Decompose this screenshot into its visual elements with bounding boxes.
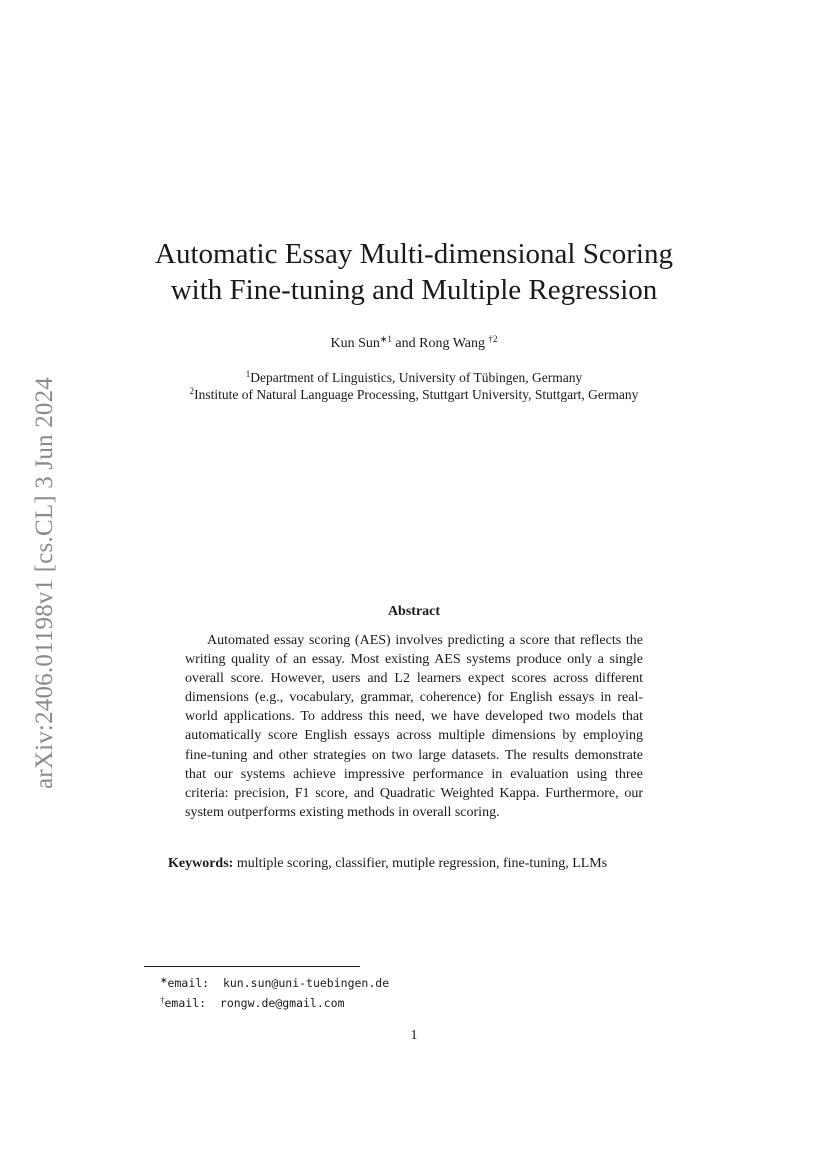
footnote-2-label: email: — [164, 996, 207, 1010]
abstract-heading: Abstract — [387, 604, 441, 619]
footnote-rule — [144, 966, 360, 967]
footnote-1 — [160, 972, 389, 992]
affiliation-1 — [0, 369, 828, 386]
paper-title — [0, 236, 828, 308]
footnote-1-mark: ∗ — [160, 975, 168, 985]
affiliation-2-mark: 2 — [189, 386, 195, 396]
author-2-marks: †2 — [488, 334, 498, 344]
footnote-1-email: kun.sun@uni-tuebingen.de — [222, 976, 390, 990]
keywords — [168, 856, 728, 872]
arxiv-stamp: arXiv:2406.01198v1 [cs.CL] 3 Jun 2024 — [31, 377, 58, 789]
author-conjunction: and — [391, 336, 420, 351]
affiliation-1-text: Department of Linguistics, University of Tübingen, Germany — [250, 370, 583, 385]
keywords-label: Keywords: — [168, 856, 234, 871]
footnote-2 — [160, 992, 389, 1012]
footnote-2-email: rongw.de@gmail.com — [219, 996, 345, 1010]
affiliation-2 — [0, 386, 828, 403]
page-number: 1 — [410, 1028, 418, 1043]
author-list — [0, 336, 828, 352]
affiliation-2-text: Institute of Natural Language Processing, Stuttgart University, Stuttgart, Germany — [194, 387, 639, 402]
footnote-1-label: email: — [167, 976, 210, 990]
footnotes — [160, 972, 389, 1012]
footnote-2-mark: † — [160, 995, 165, 1005]
author-1-name: Kun Sun — [330, 336, 380, 351]
author-2-name: Rong Wang — [419, 336, 489, 351]
keywords-text: multiple scoring, classifier, mutiple regression, fine-tuning, LLMs — [233, 856, 608, 871]
title-line-1: Automatic Essay Multi-dimensional Scoring — [155, 238, 673, 270]
affiliation-1-mark: 1 — [245, 369, 251, 379]
affiliations — [0, 369, 828, 403]
abstract-body: Automated essay scoring (AES) involves predicting a score that reflects the writing quality of an essay. Most existing AES systems produce only a single overall score. However, users and L2 learners expect scores across different dimensions (e.g., vocabulary, grammar, coherence) for English essays in real-world applications. To address this need, we have developed two models that automatically score English essays across multiple dimensions by employing fine-tuning and other strategies on two large datasets. The results demonstrate that our systems achieve impressive performance in evaluation using three criteria: precision, F1 score, and Quadratic Weighted Kappa. Furthermore, our system outperforms existing methods in overall scoring. — [185, 633, 643, 820]
author-1-marks: ∗1 — [379, 334, 392, 344]
title-line-2: with Fine-tuning and Multiple Regression — [170, 274, 658, 306]
